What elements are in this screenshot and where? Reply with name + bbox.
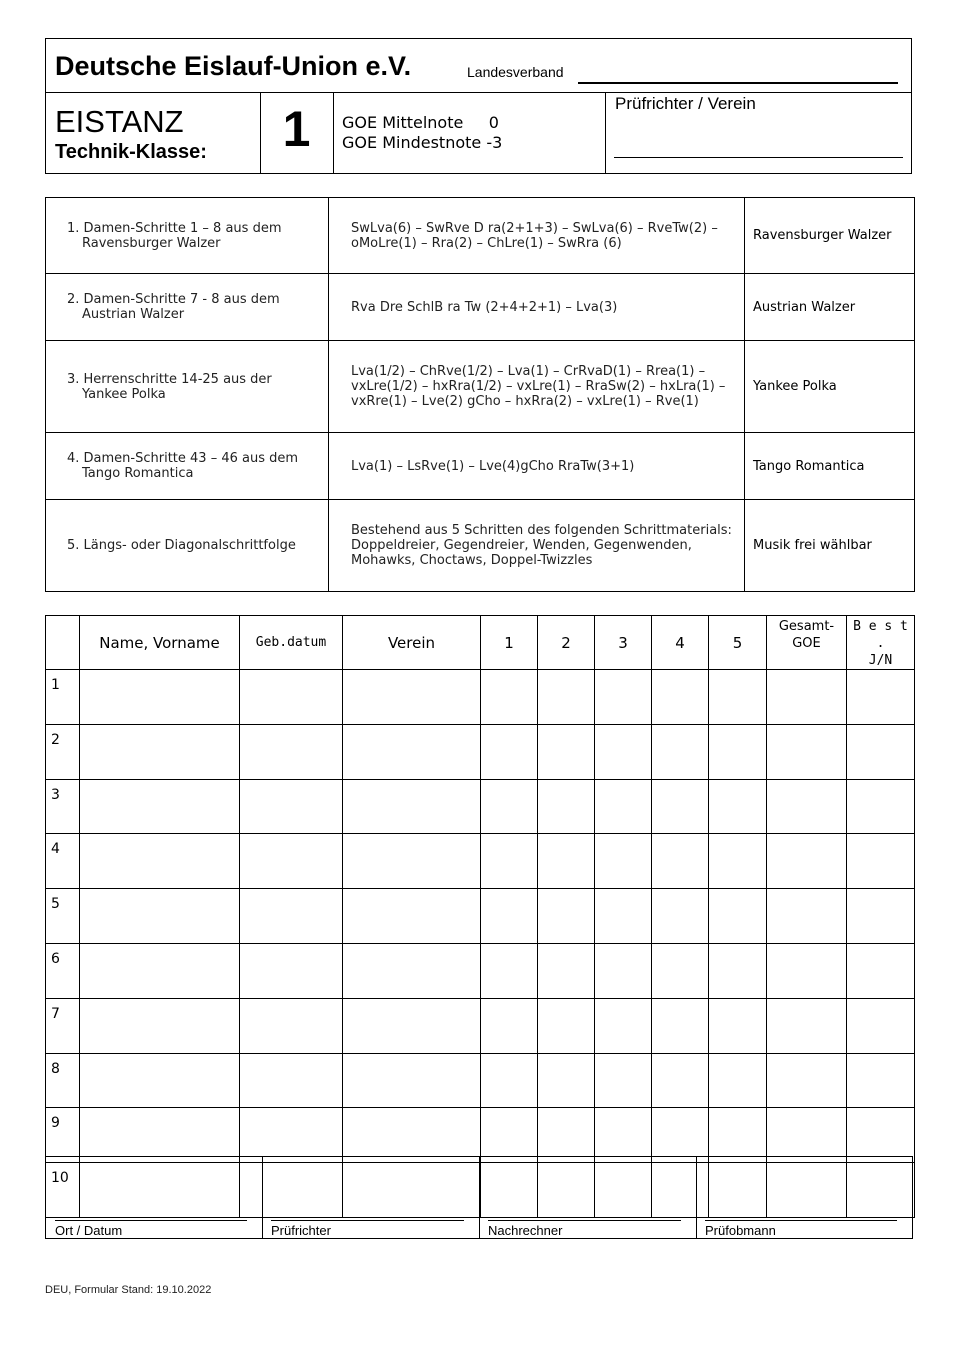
element-2-cell[interactable] — [538, 670, 595, 725]
club-cell[interactable] — [343, 834, 481, 889]
row-number: 8 — [46, 1053, 80, 1108]
element-steps: Rva Dre SchlB ra Tw (2+4+2+1) – Lva(3) — [329, 274, 745, 341]
element-1-cell[interactable] — [481, 724, 538, 779]
signature-line[interactable] — [55, 1220, 247, 1221]
element-3-cell[interactable] — [595, 834, 652, 889]
signature-line[interactable] — [271, 1220, 464, 1221]
element-1-cell[interactable] — [481, 834, 538, 889]
element-1-cell[interactable] — [481, 998, 538, 1053]
element-5-cell[interactable] — [709, 724, 767, 779]
divider — [333, 92, 334, 173]
passed-header — [847, 616, 915, 670]
passed-cell[interactable] — [847, 998, 915, 1053]
total-goe-line1: Gesamt- — [778, 619, 835, 634]
birthdate-header: Geb.datum — [240, 616, 343, 670]
signature-pruefobmann — [696, 1157, 912, 1238]
club-cell[interactable] — [343, 779, 481, 834]
header-title-row — [46, 39, 911, 93]
passed-cell[interactable] — [847, 889, 915, 944]
element-steps: SwLva(6) – SwRve D ra(2+1+3) – SwLva(6) – RveTw(2) – oMoLre(1) – Rra(2) – ChLre(1) – SwRra (6) — [329, 198, 745, 274]
signature-block — [45, 1156, 913, 1239]
club-header: Verein — [343, 616, 481, 670]
element-4-cell[interactable] — [652, 834, 709, 889]
element-name: 2. Damen-Schritte 7 - 8 aus dem Austrian Walzer — [46, 274, 329, 341]
element-5-cell[interactable] — [709, 998, 767, 1053]
form-header — [45, 38, 912, 174]
element-music: Yankee Polka — [745, 341, 915, 433]
element-1-header: 1 — [481, 616, 538, 670]
element-name: 4. Damen-Schritte 43 – 46 aus dem Tango Romantica — [46, 433, 329, 500]
passed-cell[interactable] — [847, 724, 915, 779]
row-number: 5 — [46, 889, 80, 944]
total-goe-cell[interactable] — [767, 724, 847, 779]
element-2-cell[interactable] — [538, 943, 595, 998]
row-number: 4 — [46, 834, 80, 889]
element-4-header: 4 — [652, 616, 709, 670]
passed-line1: B e s t . — [853, 619, 908, 651]
element-1-cell[interactable] — [481, 943, 538, 998]
participants-header-row — [46, 616, 915, 670]
row-number: 1 — [46, 670, 80, 725]
element-music: Musik frei wählbar — [745, 500, 915, 592]
element-steps: Lva(1/2) – ChRve(1/2) – Lva(1) – CrRvaD(1) – Rrea(1) – vxLre(1/2) – hxRra(1/2) – vxLre(1) – RraSw(2) – hxLra(1) – vxRre(1) – Lve(2) gCho – hxRra(2) – vxLre(1) – Rve(1) — [329, 341, 745, 433]
element-5-cell[interactable] — [709, 1053, 767, 1108]
name-cell[interactable] — [80, 1053, 240, 1108]
element-4-cell[interactable] — [652, 724, 709, 779]
participant-row — [46, 943, 915, 998]
passed-cell[interactable] — [847, 1108, 915, 1163]
birthdate-cell[interactable] — [240, 1108, 343, 1163]
element-3-cell[interactable] — [595, 670, 652, 725]
participant-row — [46, 1053, 915, 1108]
class-number: 1 — [282, 101, 311, 157]
name-cell[interactable] — [80, 834, 240, 889]
name-cell[interactable] — [80, 1108, 240, 1163]
total-goe-cell[interactable] — [767, 670, 847, 725]
row-number: 6 — [46, 943, 80, 998]
row-number: 2 — [46, 724, 80, 779]
birthdate-cell[interactable] — [240, 670, 343, 725]
form-version-footer: DEU, Formular Stand: 19.10.2022 — [45, 1284, 212, 1296]
element-5-cell[interactable] — [709, 943, 767, 998]
row-number: 10 — [46, 1163, 80, 1218]
element-3-cell[interactable] — [595, 1053, 652, 1108]
row-number-header — [46, 616, 80, 670]
element-1-cell[interactable] — [481, 889, 538, 944]
row-number: 9 — [46, 1108, 80, 1163]
passed-cell[interactable] — [847, 670, 915, 725]
participant-row — [46, 779, 915, 834]
element-3-cell[interactable] — [595, 779, 652, 834]
total-goe-cell[interactable] — [767, 834, 847, 889]
element-2-cell[interactable] — [538, 998, 595, 1053]
element-4-cell[interactable] — [652, 889, 709, 944]
total-goe-header — [767, 616, 847, 670]
name-cell[interactable] — [80, 889, 240, 944]
goe-mindestnote: GOE Mindestnote -3 — [342, 133, 503, 152]
signature-nachrechner — [479, 1157, 696, 1238]
birthdate-cell[interactable] — [240, 889, 343, 944]
participant-row — [46, 834, 915, 889]
element-row — [46, 341, 915, 433]
element-name: 5. Längs- oder Diagonalschrittfolge — [46, 500, 329, 592]
discipline-title: EISTANZ — [55, 104, 184, 139]
club-cell[interactable] — [343, 889, 481, 944]
element-3-cell[interactable] — [595, 724, 652, 779]
total-goe-cell[interactable] — [767, 943, 847, 998]
element-3-cell[interactable] — [595, 889, 652, 944]
participant-row — [46, 889, 915, 944]
participants-table — [45, 615, 915, 1218]
divider — [605, 92, 606, 173]
name-cell[interactable] — [80, 670, 240, 725]
element-4-cell[interactable] — [652, 779, 709, 834]
element-steps: Bestehend aus 5 Schritten des folgenden Schrittmaterials: Doppeldreier, Gegendreier, Wenden, Gegenwenden, Mohawks, Choctaws, Doppel-Twizzles — [329, 500, 745, 592]
signature-pruefrichter — [262, 1157, 479, 1238]
element-2-cell[interactable] — [538, 724, 595, 779]
element-4-cell[interactable] — [652, 1108, 709, 1163]
name-cell[interactable] — [80, 724, 240, 779]
element-music: Austrian Walzer — [745, 274, 915, 341]
element-2-cell[interactable] — [538, 779, 595, 834]
element-1-cell[interactable] — [481, 1108, 538, 1163]
element-3-cell[interactable] — [595, 943, 652, 998]
signature-line[interactable] — [705, 1220, 897, 1221]
total-goe-cell[interactable] — [767, 1108, 847, 1163]
header-info-row — [46, 92, 911, 173]
birthdate-cell[interactable] — [240, 724, 343, 779]
club-cell[interactable] — [343, 1108, 481, 1163]
club-cell[interactable] — [343, 724, 481, 779]
name-cell[interactable] — [80, 943, 240, 998]
total-goe-line2: GOE — [792, 636, 821, 651]
element-5-cell[interactable] — [709, 670, 767, 725]
element-2-cell[interactable] — [538, 1108, 595, 1163]
club-cell[interactable] — [343, 1053, 481, 1108]
element-music: Tango Romantica — [745, 433, 915, 500]
element-1-cell[interactable] — [481, 779, 538, 834]
element-1-cell[interactable] — [481, 670, 538, 725]
organization-name: Deutsche Eislauf-Union e.V. — [55, 51, 412, 81]
row-number: 3 — [46, 779, 80, 834]
element-2-cell[interactable] — [538, 834, 595, 889]
signature-label: Prüfrichter — [271, 1223, 331, 1238]
signature-label: Ort / Datum — [55, 1223, 123, 1238]
row-number: 7 — [46, 998, 80, 1053]
participant-row — [46, 998, 915, 1053]
club-cell[interactable] — [343, 670, 481, 725]
passed-cell[interactable] — [847, 943, 915, 998]
element-2-cell[interactable] — [538, 1053, 595, 1108]
landesverband-label: Landesverband — [467, 64, 564, 80]
element-3-cell[interactable] — [595, 998, 652, 1053]
total-goe-cell[interactable] — [767, 998, 847, 1053]
passed-cell[interactable] — [847, 834, 915, 889]
element-row — [46, 433, 915, 500]
element-2-header: 2 — [538, 616, 595, 670]
name-cell[interactable] — [80, 779, 240, 834]
total-goe-cell[interactable] — [767, 779, 847, 834]
element-5-cell[interactable] — [709, 1108, 767, 1163]
goe-mittelnote: GOE Mittelnote 0 — [342, 113, 499, 132]
passed-cell[interactable] — [847, 1053, 915, 1108]
club-cell[interactable] — [343, 943, 481, 998]
element-4-cell[interactable] — [652, 670, 709, 725]
element-row — [46, 274, 915, 341]
element-music: Ravensburger Walzer — [745, 198, 915, 274]
element-row — [46, 198, 915, 274]
element-1-cell[interactable] — [481, 1053, 538, 1108]
participant-row — [46, 1108, 915, 1163]
pruefrichter-verein-label: Prüfrichter / Verein — [615, 94, 756, 113]
participant-row — [46, 724, 915, 779]
club-cell[interactable] — [343, 998, 481, 1053]
birthdate-cell[interactable] — [240, 834, 343, 889]
element-5-header: 5 — [709, 616, 767, 670]
name-header: Name, Vorname — [80, 616, 240, 670]
element-5-cell[interactable] — [709, 779, 767, 834]
elements-table — [45, 197, 915, 592]
signature-line[interactable] — [488, 1220, 681, 1221]
element-steps: Lva(1) – LsRve(1) – Lve(4)gCho RraTw(3+1) — [329, 433, 745, 500]
element-3-header: 3 — [595, 616, 652, 670]
signature-ort-datum — [46, 1157, 262, 1238]
element-name: 3. Herrenschritte 14-25 aus der Yankee Polka — [46, 341, 329, 433]
total-goe-cell[interactable] — [767, 1053, 847, 1108]
total-goe-cell[interactable] — [767, 889, 847, 944]
pruefrichter-verein-field[interactable] — [614, 157, 903, 158]
name-cell[interactable] — [80, 998, 240, 1053]
element-4-cell[interactable] — [652, 998, 709, 1053]
passed-cell[interactable] — [847, 779, 915, 834]
element-4-cell[interactable] — [652, 1053, 709, 1108]
element-5-cell[interactable] — [709, 889, 767, 944]
class-label: Technik-Klasse: — [55, 141, 207, 163]
element-name: 1. Damen-Schritte 1 – 8 aus dem Ravensburger Walzer — [46, 198, 329, 274]
element-2-cell[interactable] — [538, 889, 595, 944]
birthdate-cell[interactable] — [240, 779, 343, 834]
birthdate-cell[interactable] — [240, 943, 343, 998]
birthdate-cell[interactable] — [240, 998, 343, 1053]
element-row — [46, 500, 915, 592]
signature-label: Nachrechner — [488, 1223, 563, 1238]
landesverband-field[interactable] — [578, 82, 898, 84]
participant-row — [46, 670, 915, 725]
signature-label: Prüfobmann — [705, 1223, 776, 1238]
passed-line2: J/N — [868, 653, 893, 668]
element-5-cell[interactable] — [709, 834, 767, 889]
element-3-cell[interactable] — [595, 1108, 652, 1163]
element-4-cell[interactable] — [652, 943, 709, 998]
birthdate-cell[interactable] — [240, 1053, 343, 1108]
